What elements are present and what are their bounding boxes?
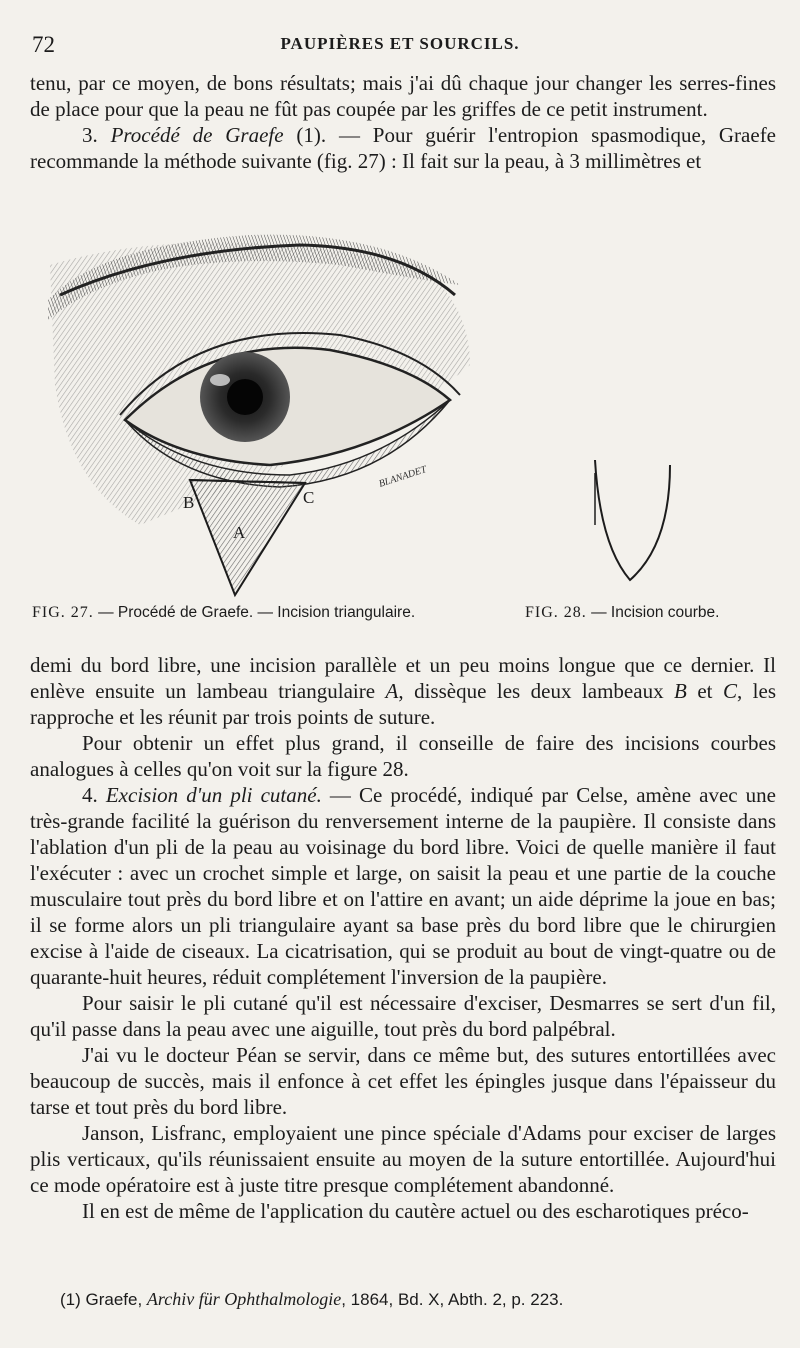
flap-a: A bbox=[385, 679, 399, 703]
footnote-journal: Archiv für Ophthalmologie bbox=[146, 1289, 342, 1309]
paragraph-text: et bbox=[686, 679, 723, 703]
paragraph-text: , les rapproche et les réunit par trois points de suture. bbox=[30, 679, 777, 729]
figure-27-caption-text: — Procédé de Graefe. — Incision triangulaire. bbox=[98, 604, 416, 621]
page-number: 72 bbox=[32, 32, 55, 57]
paragraph bbox=[30, 652, 776, 730]
running-title: PAUPIÈRES ET SOURCILS. bbox=[280, 34, 520, 53]
paragraph-graefe bbox=[30, 122, 776, 174]
triangular-incision-flap bbox=[190, 480, 305, 595]
text-block-top bbox=[30, 70, 776, 174]
flap-c: C bbox=[722, 679, 737, 703]
footnote-ref: (1). bbox=[296, 123, 327, 147]
figure-28-label: FIG. 28. bbox=[525, 604, 587, 621]
paragraph: Il en est de même de l'application du cautère actuel ou des escharotiques préco- bbox=[82, 1199, 749, 1223]
figure-27-caption bbox=[32, 604, 415, 622]
figure-27-illustration bbox=[40, 225, 770, 605]
figure-27-label: FIG. 27. bbox=[32, 604, 94, 621]
paragraph: Janson, Lisfranc, employaient une pince spéciale d'Adams pour exciser de larges plis verticaux, qu'ils réunissaient ensuite au moyen de la suture entortillée. Aujourd'hui ce mode opératoire est à juste titre presque complétement abandonné. bbox=[30, 1121, 776, 1197]
section-number: 4. bbox=[82, 783, 98, 807]
paragraph-text: , dissèque les deux lambeaux bbox=[398, 679, 675, 703]
paragraph-excision bbox=[30, 782, 776, 990]
footnote-prefix: (1) Graefe, bbox=[60, 1290, 147, 1309]
footnote-rest: , 1864, Bd. X, Abth. 2, p. 223. bbox=[341, 1290, 564, 1309]
paragraph-text: — Ce procédé, indiqué par Celse, amène avec une très-grande facilité la guérison du renversement interne de la paupière. Il consiste dans l'ablation d'un pli de la peau au voisinage du bord libre. Voici de quelle manière il faut l'exécuter : avec un crochet simple et large, on saisit la peau et une partie de la couche musculaire tout près du bord libre et on l'attire en avant; un aide déprime la joue en bas; il se forme alors un pli triangulaire ayant sa base près du bord libre que le chirurgien excise à l'aide de ciseaux. La cicatrisation, qui se produit au bout de vingt-quatre ou de quarante-huit heures, réduit complétement l'inversion de la paupière. bbox=[30, 783, 776, 989]
paragraph: Pour saisir le pli cutané qu'il est nécessaire d'exciser, Desmarres se sert d'un fil, qu'il passe dans la peau avec une aiguille, tout près du bord palpébral. bbox=[30, 991, 776, 1041]
figure-28-caption bbox=[525, 604, 719, 622]
paragraph-text: demi du bord libre, une incision parallèle et un peu moins longue que ce dernier. Il enlève ensuite un lambeau triangulaire bbox=[30, 653, 776, 703]
label-c: C bbox=[303, 488, 315, 507]
figure-28-caption-text: — Incision courbe. bbox=[591, 604, 720, 621]
label-a: A bbox=[233, 523, 246, 542]
paragraph: J'ai vu le docteur Péan se servir, dans ce même but, des sutures entortillées avec beaucoup de succès, mais il enfonce à cet effet les épingles jusque dans l'épaisseur du tarse et tout près du bord libre. bbox=[30, 1043, 776, 1119]
section-title: Excision d'un pli cutané. bbox=[105, 783, 322, 807]
paragraph: tenu, par ce moyen, de bons résultats; mais j'ai dû chaque jour changer les serres-fines de place pour que la peau ne fût pas coupée par les griffes de ce petit instrument. bbox=[30, 71, 776, 121]
section-title: Procédé de Graefe bbox=[110, 123, 284, 147]
paragraph: Pour obtenir un effet plus grand, il conseille de faire des incisions courbes analogues à celles qu'on voit sur la figure 28. bbox=[30, 731, 776, 781]
flap-b: B bbox=[674, 679, 687, 703]
engraver-signature: BLANADET bbox=[377, 464, 428, 490]
page-header bbox=[30, 30, 770, 60]
footnote bbox=[60, 1289, 563, 1310]
section-number: 3. bbox=[82, 123, 98, 147]
text-block-bottom bbox=[30, 652, 776, 1224]
label-b: B bbox=[183, 493, 195, 512]
figure-28-curved-incision bbox=[595, 460, 670, 580]
eye-highlight bbox=[210, 374, 230, 386]
paragraph-text: — Pour guérir l'entropion spasmodique, Graefe recommande la méthode suivante (fig. 27) : Il fait sur la peau, à 3 millimètres et bbox=[30, 123, 777, 173]
pupil bbox=[227, 379, 263, 415]
figures bbox=[40, 225, 770, 605]
